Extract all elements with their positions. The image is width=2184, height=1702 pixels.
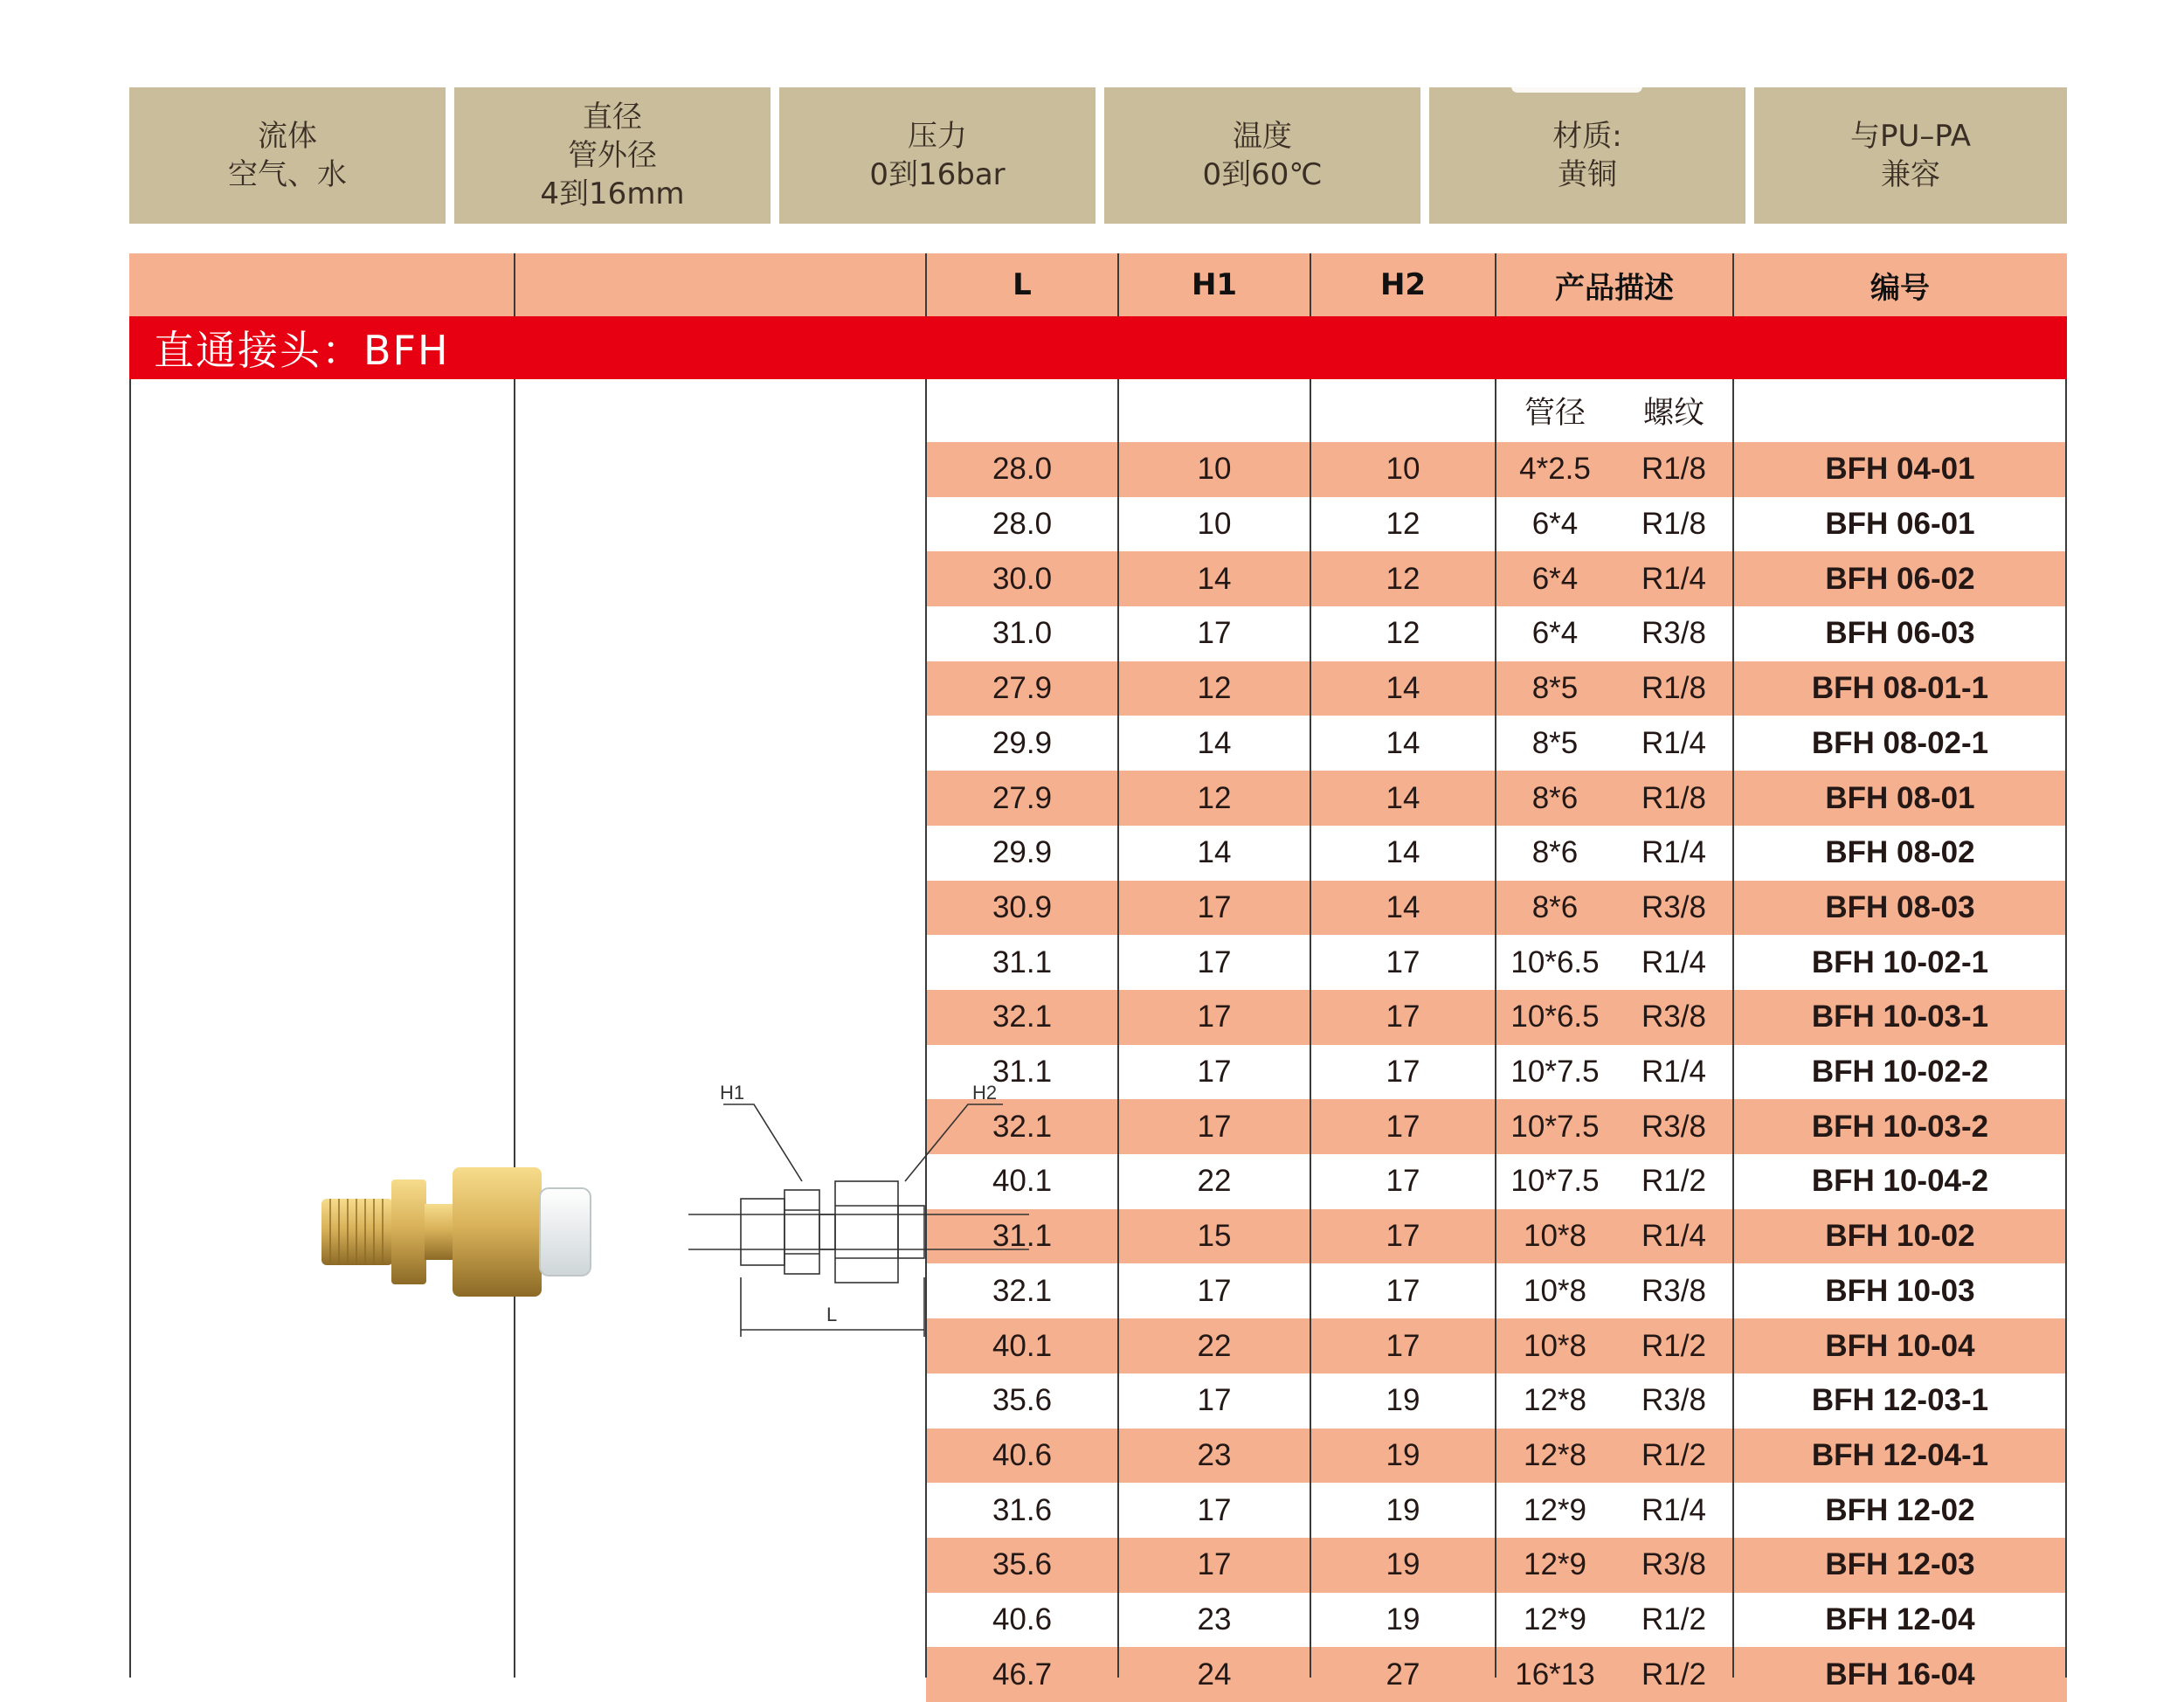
cell-thread: R3/8 [1641,1000,1706,1034]
cell-h1: 14 [1197,835,1232,870]
grid-line [514,253,515,316]
cell-code: BFH 08-01-1 [1811,671,1989,706]
cell-code: BFH 10-02-1 [1811,944,1989,979]
cell-thread: R1/4 [1641,561,1706,596]
cell-h2: 14 [1386,780,1420,815]
cell-l: 30.9 [992,889,1053,924]
cell-thread: R1/2 [1641,1602,1706,1637]
cell-h1: 17 [1197,1492,1232,1527]
cell-thread: R1/2 [1641,1437,1706,1472]
cell-pipe: 10*6.5 [1510,1000,1600,1034]
cell-l: 29.9 [992,835,1053,870]
table-row [926,551,2067,606]
cell-code: BFH 08-02 [1825,835,1975,870]
cell-h2: 12 [1386,561,1420,596]
cell-code: BFH 10-02-2 [1811,1055,1989,1090]
cell-pipe: 12*9 [1523,1547,1587,1582]
grid-line [1732,379,1734,1678]
cell-thread: R3/8 [1641,1273,1706,1308]
cell-thread: R1/4 [1641,1055,1706,1090]
cell-pipe: 6*4 [1531,561,1579,596]
technical-drawing [688,1083,1038,1354]
spec-material-title: 材质: [1552,119,1622,154]
drawing-label-h2: H2 [972,1083,998,1104]
cell-l: 30.0 [992,561,1053,596]
cell-code: BFH 12-03-1 [1811,1383,1989,1418]
table-row [926,935,2067,990]
spec-temperature-title: 温度 [1233,119,1292,154]
cell-pipe: 8*6 [1531,889,1579,924]
cell-h2: 14 [1386,671,1420,706]
cell-l: 35.6 [992,1547,1053,1582]
cell-thread: R1/8 [1641,452,1706,487]
cell-pipe: 10*7.5 [1510,1164,1600,1199]
table-row [926,442,2067,497]
table-row [926,716,2067,771]
cell-l: 31.6 [992,1492,1053,1527]
cell-h1: 14 [1197,725,1232,760]
spec-compatibility-title: 与PU–PA [1850,119,1971,154]
cell-l: 40.1 [992,1164,1053,1199]
table-row [926,1647,2067,1702]
cell-h2: 17 [1386,1219,1420,1254]
cell-h2: 14 [1386,835,1420,870]
cell-pipe: 10*7.5 [1510,1055,1600,1090]
drawing-label-h1: H1 [720,1083,745,1104]
cell-code: BFH 12-03 [1825,1547,1975,1582]
cell-l: 31.0 [992,616,1053,651]
cell-thread: R1/4 [1641,835,1706,870]
cell-h2: 17 [1386,1055,1420,1090]
cell-pipe: 12*8 [1523,1383,1587,1418]
cell-pipe: 8*6 [1531,780,1579,815]
header-code: 编号 [1870,270,1930,306]
cell-h1: 17 [1197,1383,1232,1418]
table-row [926,1099,2067,1154]
cell-l: 46.7 [992,1657,1053,1692]
table-row [926,1318,2067,1373]
cell-code: BFH 08-01 [1825,780,1975,815]
cell-h1: 24 [1197,1657,1232,1692]
cell-pipe: 12*9 [1523,1602,1587,1637]
table-row [926,1538,2067,1593]
cell-code: BFH 08-02-1 [1811,725,1989,760]
cell-l: 32.1 [992,1000,1053,1034]
grid-line [2065,379,2067,1678]
cell-h1: 17 [1197,1000,1232,1034]
grid-line [1117,379,1119,1678]
cell-h1: 17 [1197,1547,1232,1582]
table-row [926,1209,2067,1264]
cell-thread: R3/8 [1641,616,1706,651]
spec-compatibility-value: 兼容 [1881,157,1940,192]
cell-code: BFH 10-02 [1825,1219,1975,1254]
cell-l: 29.9 [992,725,1053,760]
cell-code: BFH 06-03 [1825,616,1975,651]
cell-h2: 27 [1386,1657,1420,1692]
cell-pipe: 12*9 [1523,1492,1587,1527]
cell-code: BFH 08-03 [1825,889,1975,924]
spec-temperature [1104,87,1420,224]
table-row [926,1593,2067,1648]
cell-h2: 17 [1386,1000,1420,1034]
spec-fluid-title: 流体 [258,119,317,154]
cell-h2: 19 [1386,1383,1420,1418]
cell-thread: R3/8 [1641,1547,1706,1582]
cell-l: 31.1 [992,944,1053,979]
cell-l: 40.6 [992,1602,1053,1637]
cell-l: 32.1 [992,1109,1053,1144]
cell-thread: R1/4 [1641,1492,1706,1527]
cell-thread: R1/8 [1641,671,1706,706]
cell-l: 27.9 [992,780,1053,815]
table-row [926,1483,2067,1538]
table-row [926,990,2067,1045]
cell-pipe: 6*4 [1531,507,1579,542]
cell-h2: 17 [1386,944,1420,979]
header-h2: H2 [1379,267,1427,302]
grid-line [1732,253,1734,316]
table-row [926,1045,2067,1100]
spec-pressure-title: 压力 [908,119,967,154]
table-row [926,497,2067,552]
table-row [926,606,2067,661]
spec-diameter-sub: 管外径 [568,138,657,173]
cell-l: 35.6 [992,1383,1053,1418]
cell-thread: R1/2 [1641,1657,1706,1692]
spec-diameter-value: 4到16mm [540,176,685,211]
grid-line [925,379,927,1678]
cell-pipe: 12*8 [1523,1437,1587,1472]
cell-pipe: 8*6 [1531,835,1579,870]
cell-h1: 17 [1197,944,1232,979]
cell-h2: 17 [1386,1164,1420,1199]
product-table [129,253,2067,1692]
cell-h1: 15 [1197,1219,1232,1254]
spec-bar [129,87,2067,224]
cell-code: BFH 10-03-2 [1811,1109,1989,1144]
cell-pipe: 8*5 [1531,725,1579,760]
grid-line [1310,253,1311,316]
cell-l: 27.9 [992,671,1053,706]
cell-thread: R3/8 [1641,889,1706,924]
cell-l: 31.1 [992,1055,1053,1090]
cell-pipe: 16*13 [1515,1657,1595,1692]
cell-h1: 17 [1197,1273,1232,1308]
cell-h2: 17 [1386,1328,1420,1363]
cell-l: 40.6 [992,1437,1053,1472]
table-row [926,771,2067,826]
cell-h2: 19 [1386,1492,1420,1527]
spec-fluid [129,87,446,224]
cell-h2: 12 [1386,507,1420,542]
grid-line [925,253,927,316]
cell-pipe: 10*8 [1523,1219,1587,1254]
cell-h2: 14 [1386,725,1420,760]
cell-code: BFH 16-04 [1825,1657,1975,1692]
cell-h1: 10 [1197,452,1232,487]
cell-l: 32.1 [992,1273,1053,1308]
spec-diameter [454,87,771,224]
grid-line [1117,253,1119,316]
cell-thread: R1/8 [1641,507,1706,542]
cell-h2: 17 [1386,1273,1420,1308]
header-l: L [1013,267,1032,302]
grid-line [1495,253,1496,316]
cell-code: BFH 10-03 [1825,1273,1975,1308]
spec-material-value: 黄铜 [1558,157,1617,192]
cell-h2: 17 [1386,1109,1420,1144]
cell-code: BFH 12-04-1 [1811,1437,1989,1472]
table-row [926,1429,2067,1484]
cell-code: BFH 06-01 [1825,507,1975,542]
grid-line [1495,379,1496,1678]
table-row [926,881,2067,936]
cell-code: BFH 10-04-2 [1811,1164,1989,1199]
cell-h1: 17 [1197,1055,1232,1090]
cell-thread: R1/4 [1641,725,1706,760]
cell-pipe: 10*8 [1523,1273,1587,1308]
header-description: 产品描述 [1555,270,1674,306]
spec-pressure-value: 0到16bar [869,157,1006,192]
description-sub-header [926,379,2067,442]
grid-line [1310,379,1311,1678]
table-row [926,1154,2067,1209]
cell-h1: 12 [1197,671,1232,706]
cell-pipe: 4*2.5 [1519,452,1591,487]
cell-h1: 17 [1197,1109,1232,1144]
decorative-swoosh [1511,80,1642,93]
table-row [926,661,2067,716]
product-photo [321,1162,601,1302]
spec-material [1429,87,1745,224]
table-header-row [129,253,2067,316]
table-row [926,1373,2067,1429]
cell-h2: 19 [1386,1547,1420,1582]
cell-l: 31.1 [992,1219,1053,1254]
cell-h1: 10 [1197,507,1232,542]
spec-pressure [779,87,1095,224]
cell-h2: 19 [1386,1602,1420,1637]
cell-h2: 19 [1386,1437,1420,1472]
cell-h1: 12 [1197,780,1232,815]
cell-h2: 12 [1386,616,1420,651]
cell-h1: 14 [1197,561,1232,596]
cell-l: 28.0 [992,507,1053,542]
cell-pipe: 8*5 [1531,671,1579,706]
cell-pipe: 6*4 [1531,616,1579,651]
spec-fluid-value: 空气、水 [228,157,347,192]
cell-h1: 23 [1197,1437,1232,1472]
spec-temperature-value: 0到60℃ [1202,157,1323,192]
table-row [926,826,2067,881]
cell-thread: R1/2 [1641,1164,1706,1199]
sub-header-thread: 螺纹 [1642,396,1704,431]
cell-code: BFH 06-02 [1825,561,1975,596]
cell-code: BFH 10-04 [1825,1328,1975,1363]
cell-pipe: 10*8 [1523,1328,1587,1363]
cell-h1: 17 [1197,889,1232,924]
grid-line [129,379,131,1678]
cell-pipe: 10*6.5 [1510,944,1600,979]
cell-l: 40.1 [992,1328,1053,1363]
cell-h2: 14 [1386,889,1420,924]
cell-l: 28.0 [992,452,1053,487]
spec-diameter-title: 直径 [583,100,642,135]
drawing-label-l: L [826,1304,838,1325]
cell-h1: 22 [1197,1164,1232,1199]
cell-code: BFH 12-04 [1825,1602,1975,1637]
cell-h2: 10 [1386,452,1420,487]
cell-h1: 17 [1197,616,1232,651]
cell-thread: R1/2 [1641,1328,1706,1363]
table-row [926,1264,2067,1319]
header-h1: H1 [1191,267,1238,302]
cell-h1: 22 [1197,1328,1232,1363]
cell-code: BFH 04-01 [1825,452,1975,487]
grid-line [514,379,515,1678]
cell-code: BFH 12-02 [1825,1492,1975,1527]
cell-thread: R1/4 [1641,944,1706,979]
cell-thread: R3/8 [1641,1109,1706,1144]
section-title: 直通接头：BFH [129,316,2067,379]
spec-compatibility [1754,87,2067,224]
cell-h1: 23 [1197,1602,1232,1637]
cell-thread: R3/8 [1641,1383,1706,1418]
sub-header-pipe: 管径 [1524,396,1586,431]
cell-thread: R1/4 [1641,1219,1706,1254]
cell-code: BFH 10-03-1 [1811,1000,1989,1034]
cell-pipe: 10*7.5 [1510,1109,1600,1144]
cell-thread: R1/8 [1641,780,1706,815]
